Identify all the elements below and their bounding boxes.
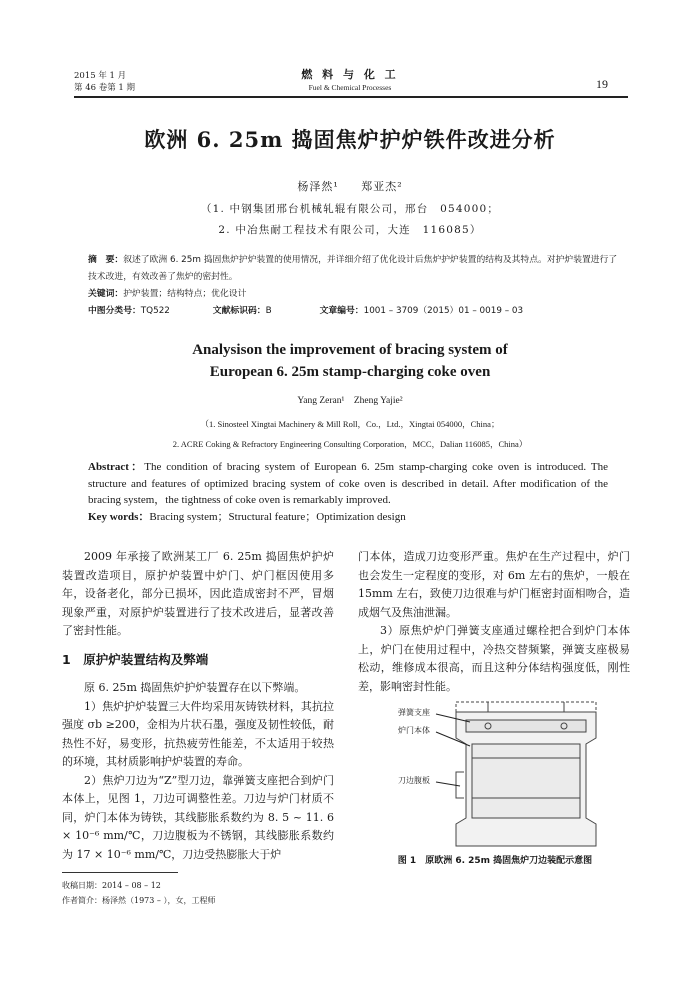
title-en-line: European 6. 25m stamp-charging coke oven	[209, 364, 491, 380]
author-name: 杨泽然¹	[297, 180, 339, 193]
affiliation-line: （1. 中钢集团邢台机械轧辊有限公司，邢台 054000；	[200, 203, 500, 215]
continued-paragraph: 门本体，造成刀边变形严重。焦炉在生产过程中，炉门也会发生一定程度的变形，对 6m 左右的焦炉，一般在 15mm 左右，致使刀边很难与炉门框密封面相吻合，造成烟气及焦油泄漏。	[358, 550, 630, 619]
keywords-en-label: Key words：	[88, 510, 150, 523]
body-right-column	[358, 548, 630, 696]
affiliation-en-line: 2. ACRE Coking & Refractory Engineering Consulting Corporation，MCC，Dalian 116085，China）	[172, 439, 528, 449]
article-no-label: 文章编号：	[319, 306, 364, 316]
journal-name	[250, 68, 450, 93]
affiliations-en	[60, 414, 640, 454]
abstract-cn-body	[88, 252, 624, 286]
volume-issue: 第 46 卷第 1 期	[74, 83, 136, 93]
body-left-column	[62, 548, 334, 864]
list-item-paragraph: 2）焦炉刀边为“Z”型刀边，靠弹簧支座把合到炉门本体上，见图 1，刀边可调整性差。刀边与炉门材质不同，炉门本体为铸铁，其线膨胀系数约为 8. 5 ~ 11. 6 × 10⁻⁶ mm/℃，刀边腹板为不锈钢，其线膨胀系数约为 17 × 10⁻⁶ mm/℃，刀边受热膨胀大于炉	[62, 773, 334, 861]
section-intro-paragraph: 原 6. 25m 捣固焦炉护炉装置存在以下弊端。	[84, 681, 306, 694]
journal-name-en: Fuel & Chemical Processes	[308, 83, 392, 92]
footnote	[62, 878, 215, 908]
figure-label-spring-seat: 弹簧支座	[398, 708, 430, 717]
keywords-cn	[88, 286, 624, 303]
classification-row	[88, 303, 624, 320]
issue-date: 2015 年 1 月	[74, 71, 127, 81]
abstract-label: 摘 要：	[88, 255, 124, 265]
abstract-en-body	[88, 459, 608, 509]
footnote-divider	[62, 872, 178, 873]
article-no-value: 1001 – 3709（2015）01 – 0019 – 03	[363, 306, 524, 316]
affiliation-en-line: （1. Sinosteel Xingtai Machinery & Mill Roll，Co.，Ltd.，Xingtai 054000，China；	[200, 419, 500, 429]
page-number: 19	[596, 77, 608, 91]
abstract-en-label: Abstract：	[88, 461, 145, 473]
affiliations-cn	[60, 199, 640, 241]
header-issue-info	[74, 70, 135, 94]
figure-caption: 图 1 原欧洲 6. 25m 捣固焦炉刀边装配示意图	[397, 856, 593, 866]
abstract-en-text: The condition of bracing system of European 6. 25m stamp-charging coke oven is introduced. The structure and features of optimized bracing system of coke oven is described in detail. After modification of the bracing system，the tightness of coke oven is remarkably improved.	[88, 461, 609, 506]
intro-paragraph: 2009 年承接了欧洲某工厂 6. 25m 捣固焦炉护炉装置改造项目，原护炉装置中炉门、炉门框因使用多年，设备老化，部分已损坏，因此造成密封不严，冒烟现象严重，对原护炉装置进行了技术改进后，显著改善了密封性能。	[62, 550, 334, 637]
author-name-en: Zheng Yajie²	[353, 396, 403, 406]
header-divider	[74, 96, 628, 98]
figure-label-door-body: 炉门本体	[398, 726, 430, 735]
abstract-cn	[88, 252, 624, 320]
affiliation-line: 2. 中冶焦耐工程技术有限公司，大连 116085）	[218, 224, 482, 236]
keywords-text: 护炉装置；结构特点；优化设计	[123, 289, 247, 299]
section-heading: 1 原护炉装置结构及弊端	[62, 651, 209, 667]
keywords-en-text: Bracing system；Structural feature；Optimization design	[149, 510, 406, 523]
authors-cn	[60, 178, 640, 194]
door-assembly-drawing	[396, 698, 606, 848]
keywords-en	[88, 509, 608, 526]
authors-en	[60, 396, 640, 406]
author-bio: 作者简介：杨泽然（1973 – ），女，工程师	[62, 896, 216, 905]
author-name-en: Yang Zeran¹	[297, 396, 345, 406]
figure-1	[396, 698, 606, 848]
keywords-label: 关键词：	[88, 289, 124, 299]
title-en-line: Analysison the improvement of bracing system of	[192, 342, 508, 358]
received-date: 收稿日期：2014 – 08 – 12	[62, 881, 161, 890]
doc-code-value: B	[265, 306, 272, 316]
paper-title-cn: 欧洲 6. 25m 捣固焦炉护炉铁件改进分析	[144, 127, 556, 152]
figure-label-knife-web: 刀边腹板	[398, 776, 430, 785]
journal-name-cn: 燃 料 与 化 工	[301, 68, 399, 81]
list-item-paragraph: 3）原焦炉炉门弹簧支座通过螺栓把合到炉门本体上，炉门在使用过程中，冷热交替频繁，弹簧支座极易松动，维修成本很高，而且这种分体结构强度低，刚性差，影响密封性能。	[358, 624, 630, 693]
doc-code-label: 文献标识码：	[212, 306, 266, 316]
list-item-paragraph: 1）焦炉护炉装置三大件均采用灰铸铁材料，其抗拉强度 σb ≥200，金相为片状石墨，强度及韧性较低，耐热性不好，易变形，抗热疲劳性能差，不太适用于较热的环境，其材质影响护炉装置的寿命。	[62, 699, 334, 768]
paper-title-en	[60, 339, 640, 383]
clc-value: TQ522	[140, 306, 170, 316]
abstract-text: 叙述了欧洲 6. 25m 捣固焦炉护炉装置的使用情况，并详细介绍了优化设计后焦炉护炉装置的结构及其特点。对护炉装置进行了技术改进，有效改善了焦炉的密封性。	[88, 255, 618, 282]
author-name: 郑亚杰²	[361, 180, 403, 193]
clc-label: 中图分类号：	[88, 306, 141, 316]
abstract-en	[88, 459, 608, 525]
